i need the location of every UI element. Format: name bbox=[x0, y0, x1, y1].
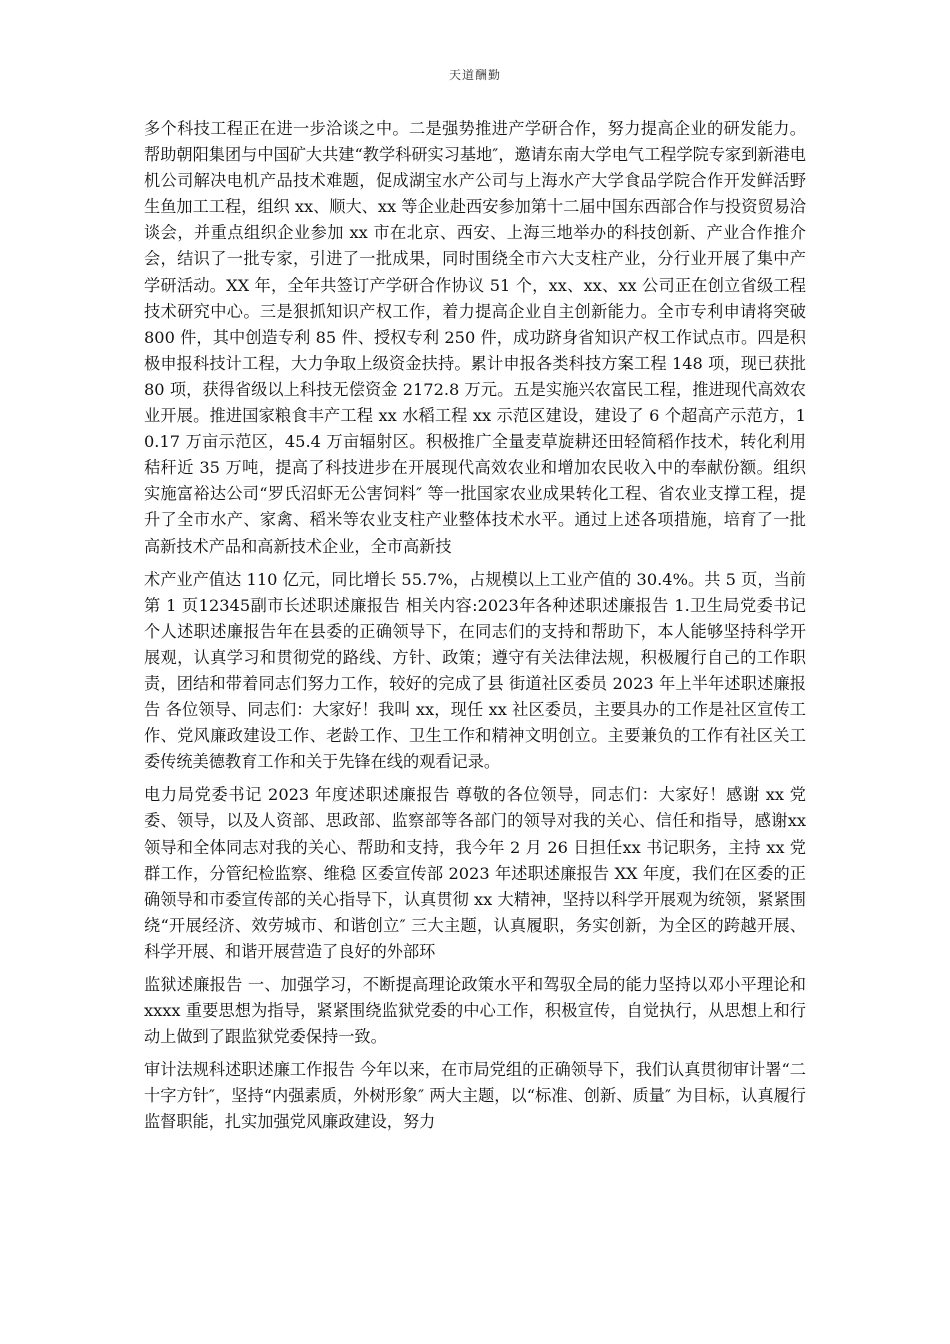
page-header: 天道酬勤 bbox=[448, 68, 501, 82]
paragraph-2: 术产业产值达 110 亿元，同比增长 55.7%，占规模以上工业产值的 30.4%。共 5 页，当前第 1 页12345副市长述职述廉报告 相关内容:2023年各种述职述廉报告 1.卫生局党委书记个人述职述廉报告年在县委的正确领导下，在同志们的支持和帮助下，本人能够坚持科学开展观，认真学习和贯彻党的路线、方针、政策；遵守有关法律法规，积极履行自己的工作职责，团结和带着同志们努力工作，较好的完成了县 街道社区委员 2023 年上半年述职述廉报告 各位领导、同志们：大家好！我叫 xx，现任 xx 社区委员，主要具办的工作是社区宣传工作、党风廉政建设工作、老龄工作、卫生工作和精神文明创立。主要兼负的工作有社区关工委传统美德教育工作和关于先锋在线的观看记录。 bbox=[144, 569, 806, 772]
paragraph-5: 审计法规科述职述廉工作报告 今年以来，在市局党组的正确领导下，我们认真贯彻审计署“二十字方针″，坚持“内强素质，外树形象″ 两大主题，以“标准、创新、质量″ 为目标，认真履行监督职能，扎实加强党风廉政建设，努力 bbox=[144, 1060, 806, 1132]
paragraph-4: 监狱述廉报告 一、加强学习，不断提高理论政策水平和驾驭全局的能力坚持以邓小平理论和 xxxx 重要思想为指导，紧紧围绕监狱党委的中心工作，积极宣传，自觉执行，从思想上和行动上做到了跟监狱党委保持一致。 bbox=[144, 975, 806, 1047]
paragraph-3: 电力局党委书记 2023 年度述职述廉报告 尊敬的各位领导，同志们：大家好！感谢 xx 党委、领导，以及人资部、思政部、监察部等各部门的领导对我的关心、信任和指导，感谢xx 领导和全体同志对我的关心、帮助和支持，我今年 2 月 26 日担任xx 书记职务，主持 xx 党群工作，分管纪检监察、维稳 区委宣传部 2023 年述职述廉报告 XX 年度，我们在区委的正确领导和市委宣传部的关心指导下，认真贯彻 xx 大精神，坚持以科学开展观为统领，紧紧围绕“开展经济、效劳城市、和谐创立″ 三大主题，认真履职，务实创新，为全区的跨越开展、科学开展、和谐开展营造了良好的外部环 bbox=[144, 785, 806, 961]
document-body bbox=[144, 116, 806, 1143]
paragraph-1: 多个科技工程正在进一步洽谈之中。二是强势推进产学研合作，努力提高企业的研发能力。帮助朝阳集团与中国矿大共建“教学科研实习基地″，邀请东南大学电气工程学院专家到新港电机公司解决电机产品技术难题，促成湖宝水产公司与上海水产大学食品学院合作开发鲜活野生鱼加工工程，组织 xx、顺大、xx 等企业赴西安参加第十二届中国东西部合作与投资贸易洽谈会，并重点组织企业参加 xx 市在北京、西安、上海三地举办的科技创新、产业合作推介会，结识了一批专家，引进了一批成果，同时围绕全市六大支柱产业，分行业开展了集中产学研活动。XX 年，全年共签订产学研合作协议 51 个，xx、xx、xx 公司正在创立省级工程技术研究中心。三是狠抓知识产权工作，着力提高企业自主创新能力。全市专利申请将突破 800 件，其中创造专利 85 件、授权专利 250 件，成功跻身省知识产权工作试点市。四是积极申报科技计工程，大力争取上级资金扶持。累计申报各类科技方案工程 148 项，现已获批 80 项，获得省级以上科技无偿资金 2172.8 万元。五是实施兴农富民工程，推进现代高效农业开展。推进国家粮食丰产工程 xx 水稻工程 xx 示范区建设，建设了 6 个超高产示范方，10.17 万亩示范区，45.4 万亩辐射区。积极推广全量麦草旋耕还田轻简稻作技术，转化利用秸秆近 35 万吨，提高了科技进步在开展现代高效农业和增加农民收入中的奉献份额。组织实施富裕达公司“罗氏沼虾无公害饲料″ 等一批国家农业成果转化工程、省农业支撑工程，提升了全市水产、家禽、稻米等农业支柱产业整体技术水平。通过上述各项措施，培育了一批高新技术产品和高新技术企业，全市高新技 bbox=[144, 119, 806, 556]
